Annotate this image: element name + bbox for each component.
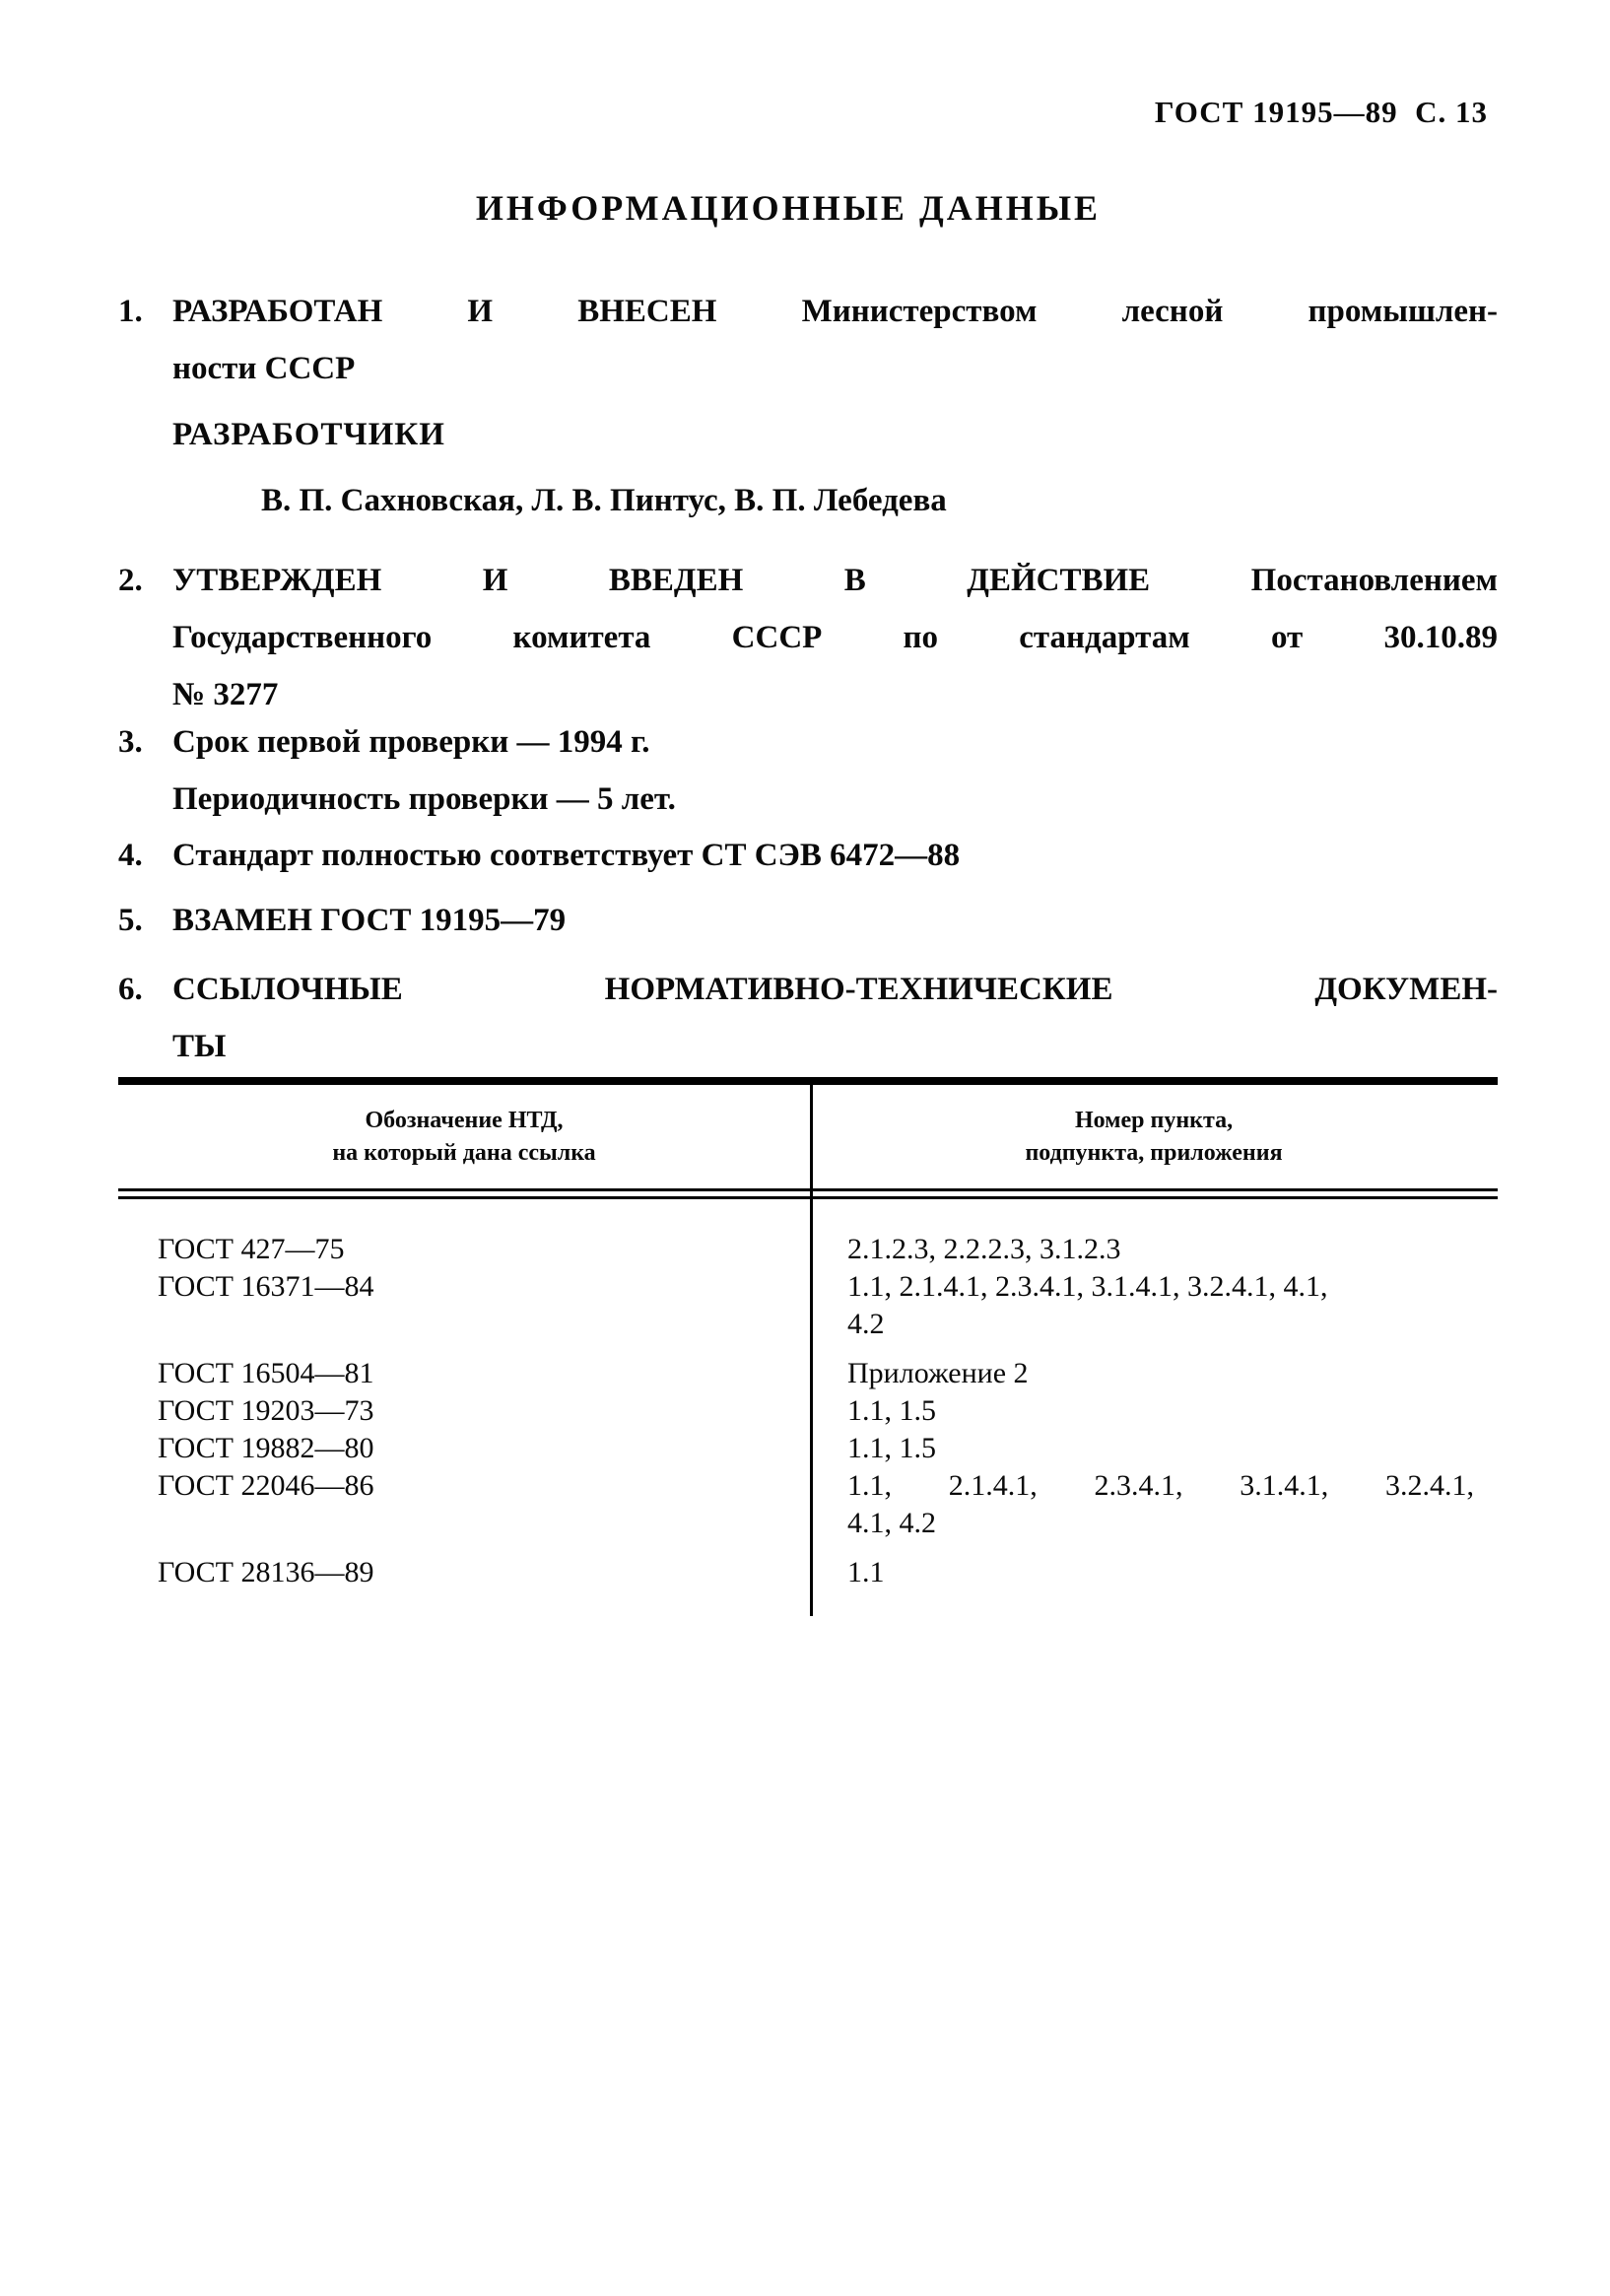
cell-ntd: ГОСТ 427—75 bbox=[158, 1233, 345, 1265]
item-body bbox=[172, 827, 1498, 884]
cell-refs-line: Приложение 2 bbox=[847, 1357, 1029, 1389]
item-text-line: Периодичность проверки — 5 лет. bbox=[172, 781, 676, 817]
item-text-line: № 3277 bbox=[172, 677, 279, 712]
cell-refs-line: 1.1, 1.5 bbox=[847, 1432, 936, 1464]
cell-ntd: ГОСТ 19882—80 bbox=[158, 1432, 374, 1464]
table-header-ntd bbox=[118, 1085, 810, 1188]
cell-refs bbox=[810, 1268, 1498, 1343]
cell-refs-line: 4.2 bbox=[847, 1308, 885, 1340]
cell-refs-line: 4.1, 4.2 bbox=[847, 1507, 936, 1539]
cell-refs-line: 1.1 bbox=[847, 1556, 885, 1588]
item-number: 4. bbox=[118, 838, 143, 873]
table-body bbox=[118, 1199, 1498, 1591]
table-header-rule bbox=[118, 1188, 1498, 1199]
cell-refs-line: 2.1.2.3, 2.2.2.3, 3.1.2.3 bbox=[847, 1233, 1121, 1265]
table-row bbox=[118, 1554, 1498, 1591]
header-line: подпункта, приложения bbox=[1025, 1139, 1283, 1166]
list-item-2 bbox=[118, 552, 1498, 723]
table-row bbox=[118, 1430, 1498, 1467]
item-body bbox=[172, 552, 1498, 723]
cell-refs-line: 1.1, 1.5 bbox=[847, 1394, 936, 1427]
item-text-line: ности СССР bbox=[172, 351, 356, 386]
page-title: ИНФОРМАЦИОННЫЕ ДАННЫЕ bbox=[475, 188, 1102, 228]
references-table bbox=[118, 1077, 1498, 1616]
item-body bbox=[172, 283, 1498, 397]
item-number: 3. bbox=[118, 724, 143, 760]
header-line: Номер пункта, bbox=[1074, 1107, 1234, 1133]
item-body bbox=[172, 961, 1498, 1075]
cell-refs bbox=[810, 1467, 1498, 1542]
item-number: 2. bbox=[118, 563, 143, 598]
list-item-5 bbox=[118, 892, 1498, 949]
table-row bbox=[118, 1355, 1498, 1392]
table-row bbox=[118, 1467, 1498, 1542]
cell-refs-line: 1.1, 2.1.4.1, 2.3.4.1, 3.1.4.1, 3.2.4.1, 4.1, bbox=[847, 1270, 1328, 1303]
item-text-line: УТВЕРЖДЕН И ВВЕДЕН В ДЕЙСТВИЕ Постановлением bbox=[172, 563, 1498, 598]
cell-refs bbox=[810, 1355, 1498, 1392]
cell-ntd: ГОСТ 28136—89 bbox=[158, 1556, 374, 1588]
cell-refs bbox=[810, 1430, 1498, 1467]
item-number: 6. bbox=[118, 972, 143, 1007]
table-column-divider bbox=[810, 1085, 813, 1616]
item-text-line: РАЗРАБОТАН И ВНЕСЕН Министерством лесной промышлен- bbox=[172, 294, 1498, 329]
item-text-line: Стандарт полностью соответствует СТ СЭВ 6472—88 bbox=[172, 838, 961, 873]
item-text-line: Срок первой проверки — 1994 г. bbox=[172, 724, 650, 760]
header-line: Обозначение НТД, bbox=[365, 1107, 564, 1133]
cell-ntd: ГОСТ 16371—84 bbox=[158, 1270, 374, 1303]
item-text-line: ССЫЛОЧНЫЕ НОРМАТИВНО-ТЕХНИЧЕСКИЕ ДОКУМЕН- bbox=[172, 972, 1498, 1007]
list-item-3 bbox=[118, 713, 1498, 828]
item-text-line: ТЫ bbox=[172, 1029, 227, 1064]
cell-refs bbox=[810, 1554, 1498, 1591]
item-text-line: Государственного комитета СССР по стандартам от 30.10.89 bbox=[172, 620, 1498, 655]
cell-ntd: ГОСТ 22046—86 bbox=[158, 1469, 374, 1502]
table-row bbox=[118, 1231, 1498, 1268]
list-item-6 bbox=[118, 961, 1498, 1075]
table-row bbox=[118, 1392, 1498, 1430]
list-item-4 bbox=[118, 827, 1498, 884]
item-text-line: ВЗАМЕН ГОСТ 19195—79 bbox=[172, 903, 567, 938]
list-item-1 bbox=[118, 283, 1498, 397]
table-header-refs bbox=[810, 1085, 1498, 1188]
cell-refs bbox=[810, 1231, 1498, 1268]
table-header-row bbox=[118, 1085, 1498, 1188]
developers-names: В. П. Сахновская, Л. В. Пинтус, В. П. Лебедева bbox=[261, 483, 947, 518]
item-number: 5. bbox=[118, 903, 143, 938]
table-row bbox=[118, 1268, 1498, 1343]
item-body bbox=[172, 892, 1498, 949]
cell-refs-line: 1.1, 2.1.4.1, 2.3.4.1, 3.1.4.1, 3.2.4.1, bbox=[847, 1469, 1474, 1502]
developers-heading: РАЗРАБОТЧИКИ bbox=[172, 417, 445, 452]
cell-ntd: ГОСТ 19203—73 bbox=[158, 1394, 374, 1427]
cell-refs bbox=[810, 1392, 1498, 1430]
running-header: ГОСТ 19195—89 С. 13 bbox=[1154, 95, 1488, 129]
item-number: 1. bbox=[118, 294, 143, 329]
header-line: на который дана ссылка bbox=[332, 1139, 596, 1166]
cell-ntd: ГОСТ 16504—81 bbox=[158, 1357, 374, 1389]
item-body bbox=[172, 713, 1498, 828]
